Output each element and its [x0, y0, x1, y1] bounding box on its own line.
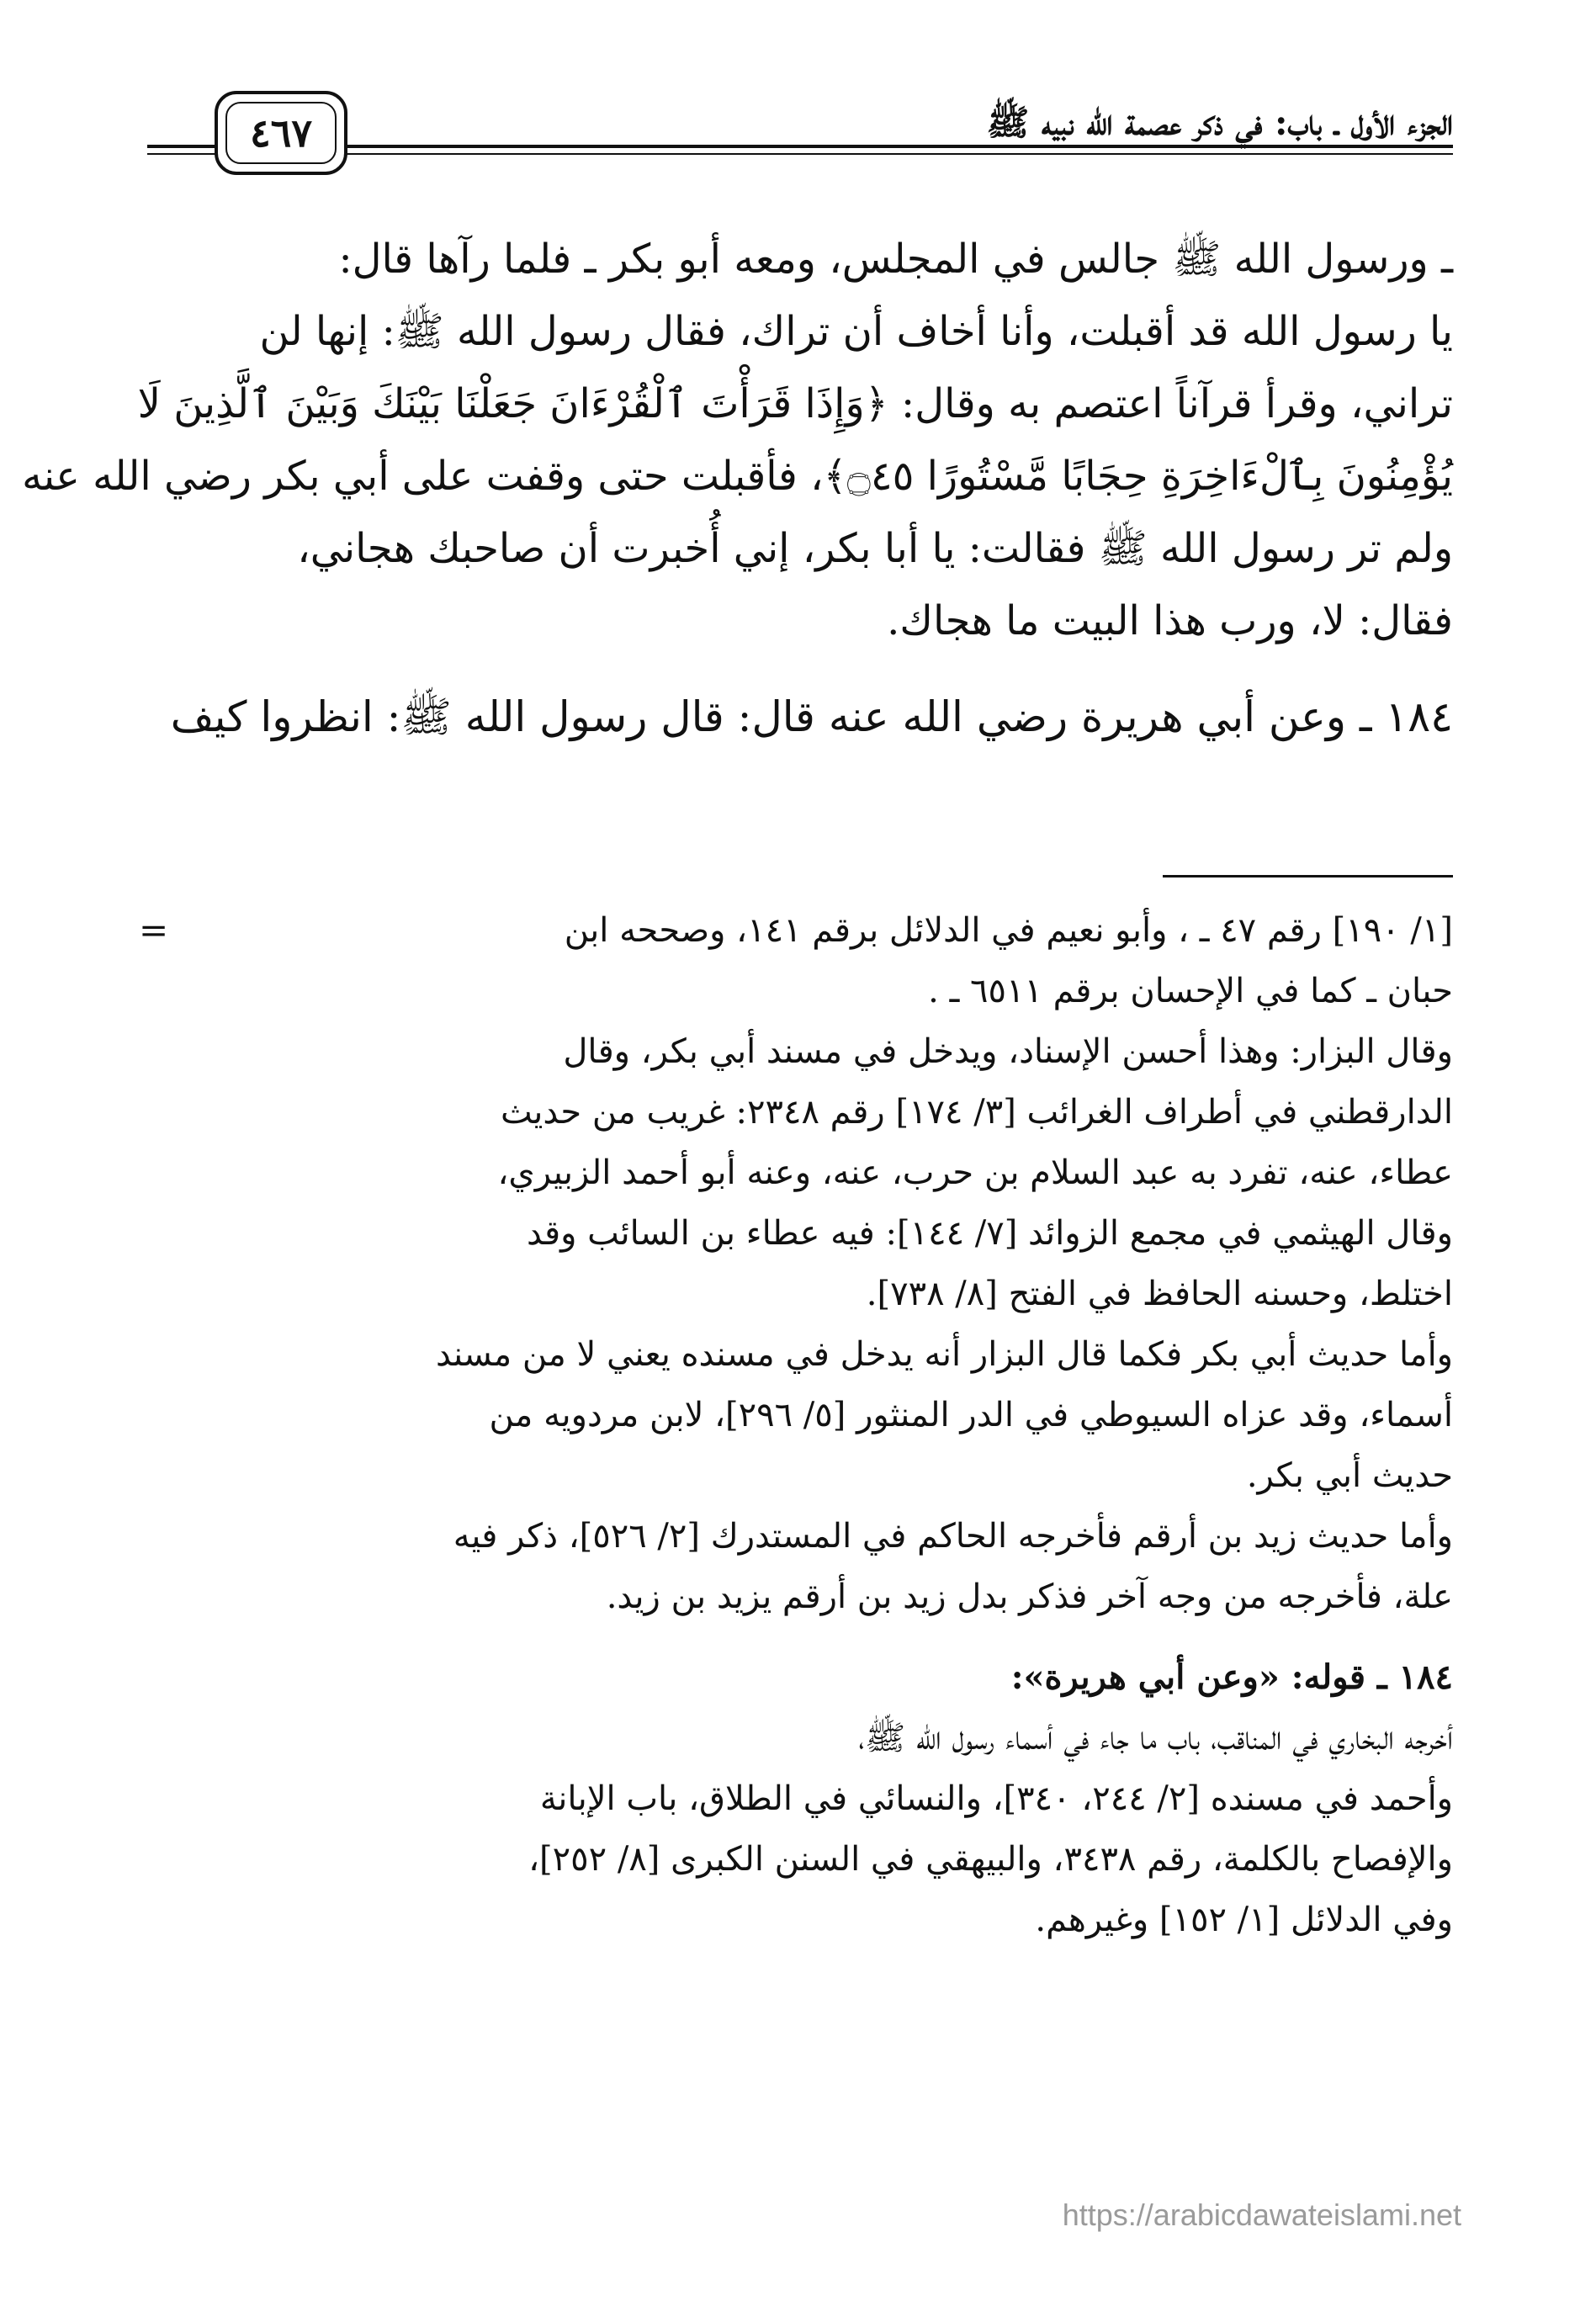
hadith-184-start: ١٨٤ ـ وعن أبي هريرة رضي الله عنه قال: قال رسول الله ﷺ: انظروا كيف — [170, 692, 1453, 741]
main-line: ـ ورسول الله ﷺ جالس في المجلس، ومعه أبو بكر ـ فلما رآها قال: — [338, 236, 1453, 283]
footnote-line: أسماء، وقد عزاه السيوطي في الدر المنثور [٥/ ٢٩٦]، لابن مردويه من — [489, 1396, 1453, 1434]
footnote-line: علة، فأخرجه من وجه آخر فذكر بدل زيد بن أرقم يزيد بن زيد. — [606, 1577, 1453, 1616]
main-line: يا رسول الله قد أقبلت، وأنا أخاف أن تراك، فقال رسول الله ﷺ: إنها لن — [259, 308, 1453, 355]
continuation-mark: = — [139, 909, 169, 951]
footnote-line: وأما حديث زيد بن أرقم فأخرجه الحاكم في المستدرك [٢/ ٥٢٦]، ذكر فيه — [453, 1517, 1453, 1556]
footnote-line: اختلط، وحسنه الحافظ في الفتح [٨/ ٧٣٨]. — [866, 1275, 1453, 1313]
footnote-line: عطاء، عنه، تفرد به عبد السلام بن حرب، عنه، وعنه أبو أحمد الزبيري، — [497, 1153, 1453, 1192]
main-line: ولم تر رسول الله ﷺ فقالت: يا أبا بكر، إني أُخبرت أن صاحبك هجاني، — [297, 525, 1453, 572]
note-184-line: وفي الدلائل [١/ ١٥٢] وغيرهم. — [1035, 1901, 1453, 1939]
footnote-line: الدارقطني في أطراف الغرائب [٣/ ١٧٤] رقم ٢٣٤٨: غريب من حديث — [501, 1093, 1453, 1132]
main-line: يُؤْمِنُونَ بِٱلْءَاخِرَةِ حِجَابًا مَّسْتُورًا ۝٤٥﴾، فأقبلت حتى وقفت على أبي بكر رضي الله عنه — [22, 453, 1453, 500]
footnote-line: حديث أبي بكر. — [1246, 1456, 1453, 1495]
footnotes — [139, 900, 1453, 1950]
footnote-separator — [1163, 875, 1453, 877]
running-title: الجزء الأول ـ باب: في ذكر عصمة الله نبيه ﷺ — [986, 102, 1453, 143]
footnote-line: وقال الهيثمي في مجمع الزوائد [٧/ ١٤٤]: فيه عطاء بن السائب وقد — [527, 1214, 1453, 1253]
note-184-line: وأحمد في مسنده [٢/ ٢٤٤، ٣٤٠]، والنسائي في الطلاق، باب الإبانة — [539, 1779, 1453, 1818]
watermark-url: https://arabicdawateislami.net — [1062, 2198, 1461, 2232]
page-header — [147, 84, 1453, 185]
note-184-line: والإفصاح بالكلمة، رقم ٣٤٣٨، والبيهقي في السنن الكبرى [٨/ ٢٥٢]، — [528, 1840, 1453, 1879]
footnote-line: حبان ـ كما في الإحسان برقم ٦٥١١ ـ . — [928, 972, 1453, 1010]
main-text — [22, 223, 1453, 753]
main-line: فقال: لا، ورب هذا البيت ما هجاك. — [887, 597, 1453, 644]
footnote-line: [١/ ١٩٠] رقم ٤٧ ـ ، وأبو نعيم في الدلائل برقم ١٤١، وصححه ابن — [564, 911, 1453, 950]
footnote-line: وأما حديث أبي بكر فكما قال البزار أنه يدخل في مسنده يعني لا من مسند — [436, 1335, 1453, 1374]
page-number-frame — [215, 91, 347, 175]
main-line: تراني، وقرأ قرآناً اعتصم به وقال: ﴿وَإِذَا قَرَأْتَ ٱلْقُرْءَانَ جَعَلْنَا بَيْنَكَ وَبَيْنَ ٱلَّذِينَ لَا — [137, 380, 1453, 427]
note-184-line: أخرجه البخاري في المناقب، باب ما جاء في أسماء رسول الله ﷺ، — [858, 1719, 1453, 1758]
page-number: ٤٦٧ — [249, 110, 313, 156]
footnote-line: وقال البزار: وهذا أحسن الإسناد، ويدخل في مسند أبي بكر، وقال — [563, 1032, 1453, 1071]
note-184-heading: ١٨٤ ـ قوله: «وعن أبي هريرة»: — [1010, 1657, 1453, 1697]
